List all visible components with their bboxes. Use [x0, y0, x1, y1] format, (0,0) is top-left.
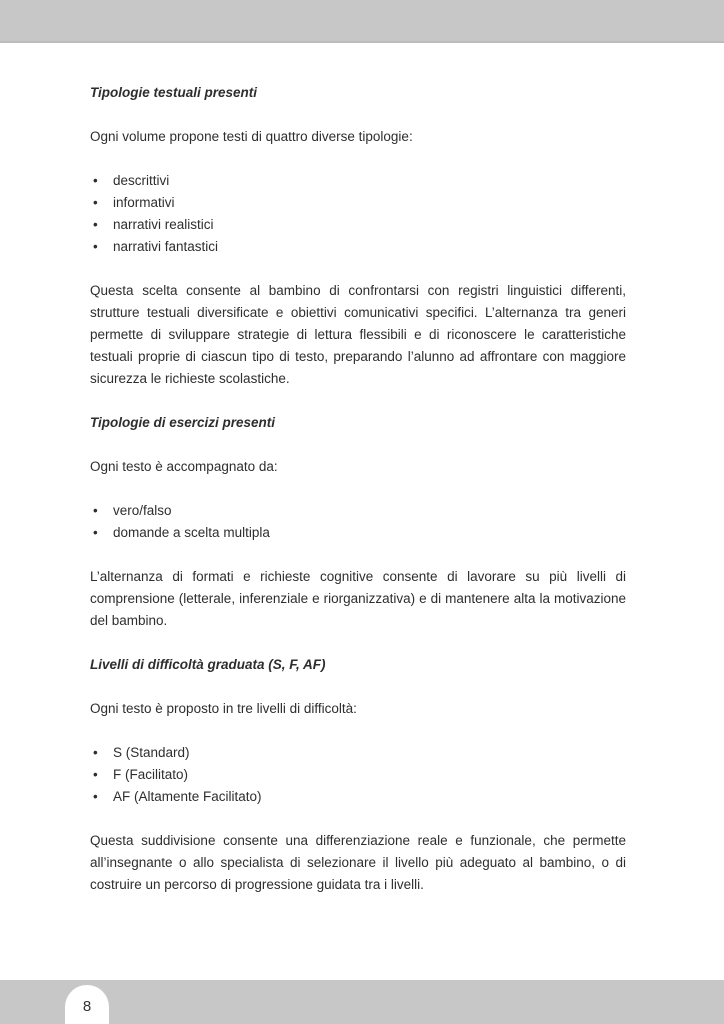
paragraph-text-types-intro: Ogni volume propone testi di quattro diverse tipologie:: [90, 129, 413, 144]
paragraph-exercise-body: L’alternanza di formati e richieste cognitive consente di lavorare su più livelli di comprensione (letterale, inferenziale e riorganizzativa) e di mantenere alta la motivazione del bambino.: [90, 569, 626, 628]
section-heading-difficulty-levels: Livelli di difficoltà graduata (S, F, AF): [90, 657, 326, 672]
header-bar: [0, 0, 724, 43]
list-item: • domande a scelta multipla: [90, 522, 626, 544]
section-heading-text-types: Tipologie testuali presenti: [90, 85, 258, 100]
text-types-list: [90, 170, 626, 258]
list-item: • narrativi fantastici: [90, 236, 626, 258]
list-item: • narrativi realistici: [90, 214, 626, 236]
difficulty-levels-list: [90, 742, 626, 808]
page-number: 8: [82, 998, 92, 1015]
paragraph-difficulty-intro: Ogni testo è proposto in tre livelli di difficoltà:: [90, 701, 357, 716]
list-item: • vero/falso: [90, 500, 626, 522]
paragraph-exercise-intro: Ogni testo è accompagnato da:: [90, 459, 278, 474]
page-number-tab: [65, 985, 109, 1024]
exercise-types-list: [90, 500, 626, 544]
list-item: • informativi: [90, 192, 626, 214]
paragraph-text-types-body: Questa scelta consente al bambino di confrontarsi con registri linguistici differenti, strutture testuali diversificate e obiettivi comunicativi specifici. L’alternanza tra generi permette di sviluppare strategie di lettura flessibili e di riconoscere le caratteristiche testuali proprie di ciascun tipo di testo, preparando l’alunno ad affrontare con maggiore sicurezza le richieste scolastiche.: [90, 283, 626, 386]
page-content: [90, 82, 626, 918]
list-item: • F (Facilitato): [90, 764, 626, 786]
list-item: • descrittivi: [90, 170, 626, 192]
list-item: • AF (Altamente Facilitato): [90, 786, 626, 808]
section-heading-exercise-types: Tipologie di esercizi presenti: [90, 415, 276, 430]
list-item: • S (Standard): [90, 742, 626, 764]
footer-bar: [0, 980, 724, 1024]
paragraph-difficulty-body: Questa suddivisione consente una differenziazione reale e funzionale, che permette all’insegnante o allo specialista di selezionare il livello più adeguato al bambino, o di costruire un percorso di progressione guidata tra i livelli.: [90, 833, 626, 892]
